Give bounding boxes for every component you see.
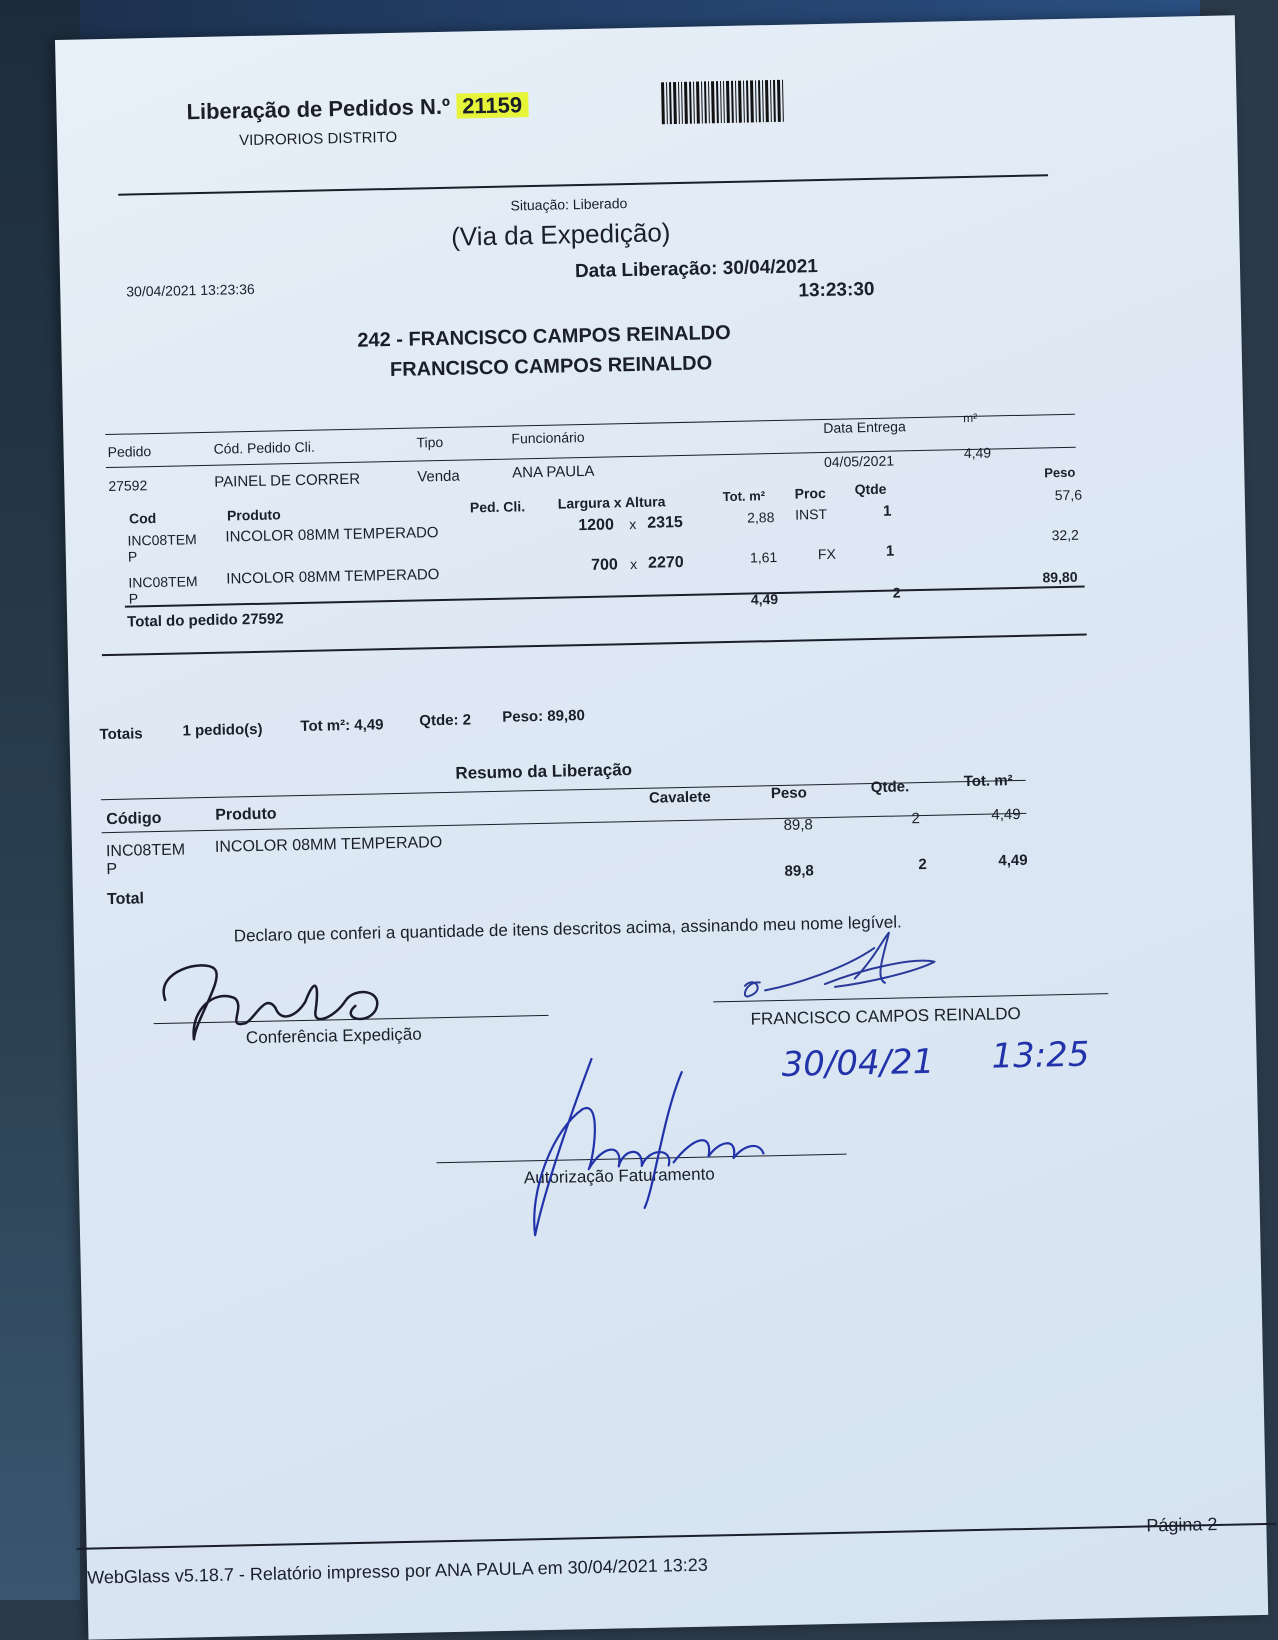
item-2-produto: INCOLOR 08MM TEMPERADO [226, 566, 440, 588]
order-tipo: Venda [417, 467, 460, 486]
footer-rule [77, 1523, 1277, 1550]
item-1-cod: INC08TEM [127, 531, 197, 549]
item-2-largura: 700 [590, 556, 618, 574]
summary-total-peso: 89,8 [784, 862, 814, 880]
order-cod-cli: PAINEL DE CORRER [214, 470, 361, 491]
client-name: FRANCISCO CAMPOS REINALDO [389, 352, 713, 382]
order-total-qtde: 2 [892, 584, 901, 601]
printed-timestamp: 30/04/2021 13:23:36 [126, 280, 255, 300]
summary-produto: INCOLOR 08MM TEMPERADO [214, 834, 443, 856]
summary-total-qtde: 2 [918, 855, 927, 874]
totals-pedidos: 1 pedido(s) [182, 720, 263, 740]
summary-total-tot-m2: 4,49 [998, 851, 1028, 870]
signature-label-cliente: FRANCISCO CAMPOS REINALDO [750, 1003, 1021, 1029]
barcode [661, 80, 784, 125]
item-header-proc: Proc [794, 484, 826, 502]
item-header-dimensions: Largura x Altura [557, 493, 666, 512]
item-header-tot-m2: Tot. m² [722, 488, 766, 505]
item-1-peso: 57,6 [1054, 486, 1083, 504]
status-text: Situação: Liberado [510, 195, 628, 214]
item-2-proc: FX [817, 545, 836, 563]
totals-tot-m2: Tot m²: 4,49 [300, 716, 384, 736]
summary-header-tot-m2: Tot. m² [963, 772, 1013, 791]
item-2-cod: INC08TEM [128, 573, 198, 591]
summary-cod: INC08TEM [105, 841, 186, 861]
item-2-x: x [629, 555, 638, 573]
company-name: VIDRORIOS DISTRITO [238, 128, 398, 150]
item-header-peso: Peso [1044, 464, 1076, 481]
summary-cod-suffix: P [106, 860, 118, 879]
item-2-altura: 2270 [647, 553, 684, 572]
handwritten-signature-cliente [724, 927, 946, 1012]
client-code-name: 242 - FRANCISCO CAMPOS REINALDO [357, 321, 731, 352]
order-total-peso: 89,80 [1042, 568, 1078, 586]
item-1-largura: 1200 [578, 516, 615, 535]
handwritten-signature-autorizacao [471, 1045, 775, 1241]
handwritten-date: 30/04/21 [781, 1041, 935, 1086]
order-total-tot-m2: 4,49 [750, 590, 779, 608]
summary-total-label: Total [106, 890, 145, 909]
summary-tot-m2: 4,49 [991, 805, 1021, 824]
signature-label-conferencia: Conferência Expedição [245, 1024, 422, 1048]
totals-peso: Peso: 89,80 [502, 707, 586, 726]
item-1-altura: 2315 [647, 513, 684, 532]
item-1-proc: INST [794, 505, 828, 523]
summary-header-peso: Peso [770, 784, 807, 803]
order-number: 21159 [456, 92, 528, 119]
order-table-top-rule [105, 414, 1075, 435]
item-header-produto: Produto [226, 506, 281, 524]
release-time: 13:23:30 [798, 278, 875, 302]
totals-qtde: Qtde: 2 [419, 711, 472, 730]
order-total-rule [125, 586, 1085, 608]
item-1-x: x [629, 515, 637, 533]
item-header-qtde: Qtde [854, 480, 887, 498]
item-header-cod: Cod [128, 509, 157, 527]
footer-page-number: Página 2 [1146, 1513, 1218, 1536]
summary-peso: 89,8 [783, 816, 813, 834]
release-document [55, 15, 1268, 1639]
item-2-peso: 32,2 [1051, 526, 1080, 544]
col-header-m2: m² [962, 410, 978, 426]
item-2-cod-suffix: P [128, 590, 139, 607]
col-header-data-entrega: Data Entrega [823, 418, 906, 436]
summary-header-qtde: Qtde. [870, 778, 910, 797]
col-header-tipo: Tipo [416, 433, 444, 451]
item-2-tot-m2: 1,61 [749, 548, 778, 566]
summary-header-codigo: Código [106, 809, 162, 829]
order-funcionario: ANA PAULA [511, 462, 595, 482]
summary-header-produto: Produto [215, 805, 277, 824]
item-1-qtde: 1 [882, 502, 892, 520]
item-1-cod-suffix: P [127, 548, 138, 565]
order-total-label: Total do pedido 27592 [127, 610, 284, 631]
signature-label-autorizacao: Autorização Faturamento [523, 1164, 715, 1188]
footer-printed-by: WebGlass v5.18.7 - Relatório impresso por ANA PAULA em 30/04/2021 13:23 [87, 1554, 708, 1588]
order-data-entrega: 04/05/2021 [823, 452, 895, 470]
col-header-funcionario: Funcionário [511, 428, 585, 447]
declaration-text: Declaro que conferi a quantidade de itens descritos acima, assinando meu nome legível. [233, 912, 902, 946]
item-1-tot-m2: 2,88 [746, 509, 775, 526]
item-1-produto: INCOLOR 08MM TEMPERADO [225, 524, 439, 546]
order-pedido: 27592 [108, 477, 148, 494]
col-header-pedido: Pedido [107, 443, 152, 460]
document-title [186, 92, 528, 125]
summary-title: Resumo da Liberação [455, 760, 633, 783]
handwritten-signature-conferencia [144, 945, 406, 1046]
handwritten-time: 13:25 [991, 1034, 1090, 1077]
order-m2: 4,49 [963, 444, 992, 462]
copy-label: (Via da Expedição) [450, 217, 671, 252]
summary-header-cavalete: Cavalete [648, 788, 711, 807]
release-date: Data Liberação: 30/04/2021 [574, 256, 819, 283]
header-rule [118, 174, 1048, 195]
col-header-cod-cli: Cód. Pedido Cli. [213, 438, 315, 457]
order-section-end-rule [102, 634, 1087, 657]
item-header-ped-cli: Ped. Cli. [469, 498, 526, 516]
item-2-qtde: 1 [885, 542, 895, 560]
totals-label: Totais [99, 725, 143, 744]
title-prefix: Liberação de Pedidos N.º [186, 93, 451, 125]
summary-qtde: 2 [911, 810, 921, 828]
